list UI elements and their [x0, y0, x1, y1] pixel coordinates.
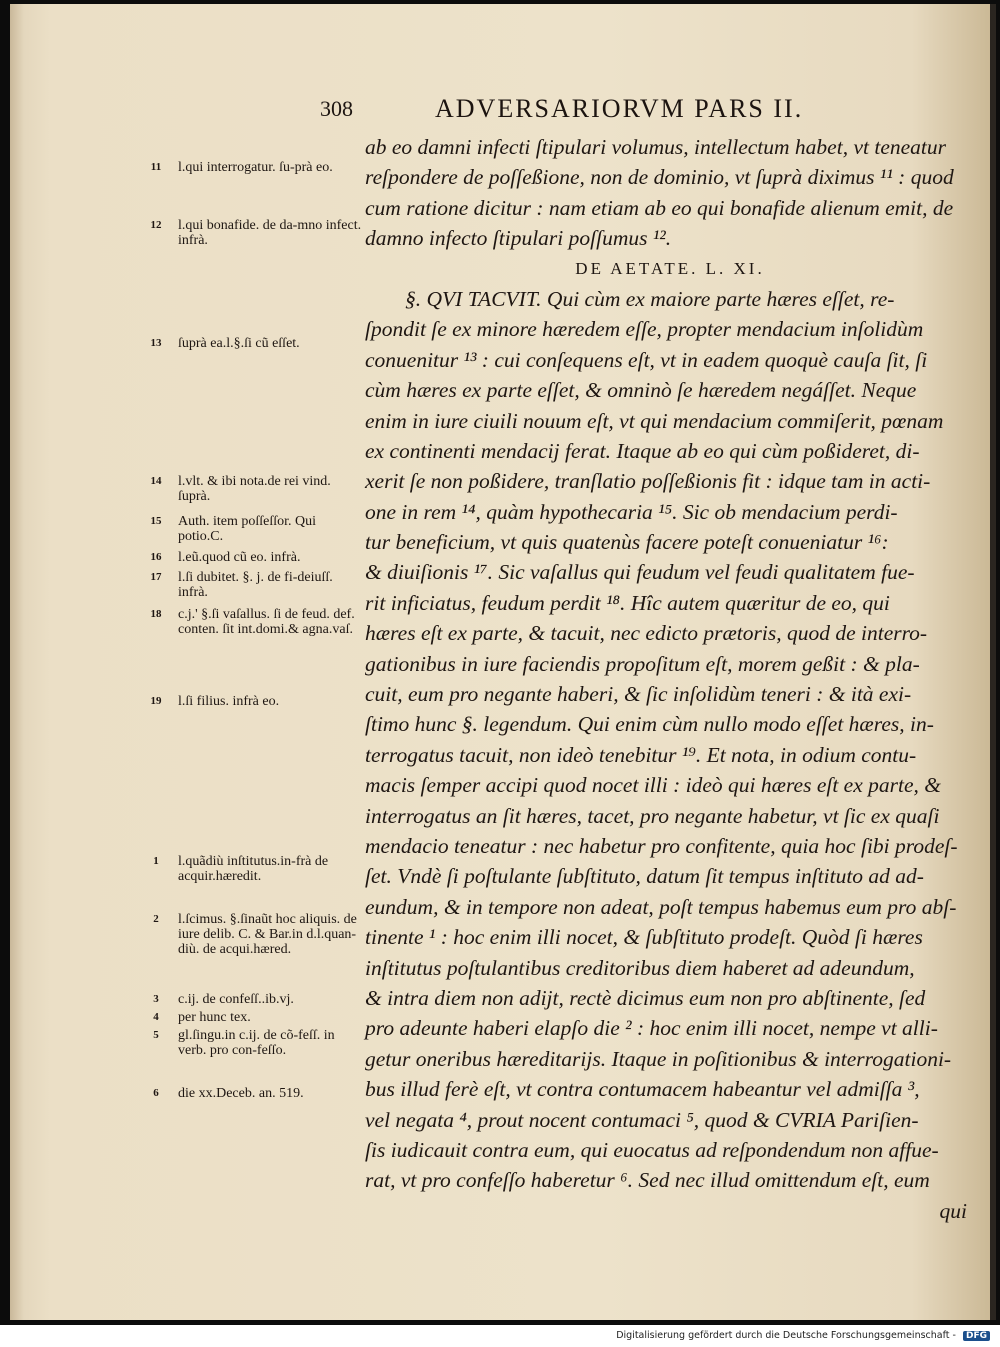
margin-note	[150, 218, 363, 248]
text-line: tinente ¹ : hoc enim illi nocet, & ſubſtituto prodeſt. Quòd ſi hæres	[365, 925, 923, 950]
text-line: pro adeunte haberi elapſo die ² : hoc enim illi nocet, nempe vt alli-	[365, 1016, 938, 1041]
text-line: tur beneficium, vt quis quatenùs facere poteſt conueniatur ¹⁶:	[365, 530, 889, 555]
text-line: rit inficiatus, feudum perdit ¹⁸. Hîc autem quæritur de eo, qui	[365, 590, 890, 615]
text-line: cum ratione dicitur : nam etiam ab eo qui bonafide alienum emit, de	[365, 195, 954, 220]
margin-note	[153, 1010, 363, 1025]
text-line: qui	[939, 1198, 967, 1223]
text-line: one in rem ¹⁴, quàm hypothecaria ¹⁵. Sic ob mendacium perdi-	[365, 499, 898, 524]
margin-note	[153, 992, 363, 1007]
footer-credit	[616, 1330, 990, 1341]
text-line: reſpondere de poſſeßione, non de dominio, vt ſuprà diximus ¹¹ : quod	[365, 165, 954, 190]
credit-text: Digitalisierung gefördert durch die Deutsche Forschungsgemeinschaft -	[616, 1330, 956, 1341]
text-line: ſpondit ſe ex minore hæredem eſſe, propter mendacium inſolidùm	[365, 317, 924, 342]
text-line: ex continenti mendacij ferat. Itaque ab eo qui cùm poßideret, di-	[365, 438, 920, 463]
margin-note-text: Auth. item poſſeſſor. Qui potio.C.	[178, 514, 317, 544]
text-line: damno infecto ſtipulari poſſumus ¹².	[365, 226, 672, 251]
page-number: 308	[320, 96, 353, 121]
margin-note-text: c.ij. de confeſſ..ib.vj.	[178, 992, 294, 1007]
running-title: ADVERSARIORVM PARS II.	[435, 94, 804, 123]
text-line: macis ſemper accipi quod nocet illi : ideò qui hæres eſt ex parte, &	[365, 773, 941, 798]
text-line: getur oneribus hæreditarijs. Itaque in poſitionibus & interrogationi-	[365, 1046, 952, 1071]
margin-note-number: 15	[150, 515, 162, 527]
margin-note	[150, 474, 363, 504]
margin-note-text: l.qui interrogatur. ſu-prà eo.	[178, 160, 333, 175]
text-line: eundum, & in tempore non adeat, poſt tempus habemus eum pro abſ-	[365, 894, 957, 919]
text-line: cuit, eum pro negante haberi, & ſic inſolidùm teneri : & ità exi-	[365, 682, 912, 707]
margin-note-text: ſuprà ea.l.§.ſi cũ eſſet.	[178, 336, 300, 351]
text-line: §. QVI TACVIT. Qui cùm ex maiore parte hæres eſſet, re-	[405, 286, 895, 311]
text-line: inſtitutus poſtulantibus creditoribus diem haberet ad adeundum,	[365, 955, 915, 980]
margin-note-number: 16	[150, 551, 162, 563]
margin-note	[153, 912, 363, 957]
main-text	[365, 132, 975, 1226]
margin-note	[150, 607, 363, 637]
margin-note	[153, 854, 363, 884]
margin-note-number: 17	[150, 571, 162, 583]
margin-note-text: c.j.' §.ſi vaſallus. ſi de feud. def. conten. ſit int.domi.& agna.vaſ.	[178, 607, 355, 637]
text-line: bus illud ferè eſt, vt contra contumacem habeantur vel admiſſa ³,	[365, 1077, 920, 1102]
margin-note-text: per hunc tex.	[178, 1010, 251, 1025]
margin-note-text: l.ſi dubitet. §. j. de fi-deiuſſ. infrà.	[178, 570, 333, 600]
text-line: vel negata ⁴, prout nocent contumaci ⁵, quod & CVRIA Pariſien-	[365, 1107, 919, 1132]
text-line: ab eo damni infecti ſtipulari volumus, intellectum habet, vt teneatur	[365, 135, 946, 159]
margin-note-text: l.qui bonafide. de da-mno infect. infrà.	[178, 218, 362, 248]
margin-note-number: 3	[153, 993, 159, 1005]
page-header	[320, 92, 960, 132]
margin-note-text: l.ſi filius. infrà eo.	[178, 694, 280, 709]
margin-note-number: 12	[150, 219, 162, 231]
margin-note	[150, 336, 363, 351]
margin-note	[150, 694, 363, 709]
text-line: ſtimo hunc §. legendum. Qui enim cùm nullo modo eſſet hæres, in-	[365, 712, 934, 737]
margin-note-number: 1	[153, 855, 159, 867]
margin-note-text: l.eũ.quod cũ eo. infrà.	[178, 550, 301, 565]
text-line: conuenitur ¹³ : cui conſequens eſt, vt in eadem quoquè cauſa ſit, ſi	[365, 347, 928, 372]
margin-note	[153, 1086, 363, 1101]
margin-note-number: 18	[150, 608, 162, 620]
text-line: cùm hæres ex parte eſſet, & omninò ſe hæredem negáſſet. Neque	[365, 378, 917, 403]
margin-notes	[10, 4, 365, 1304]
margin-note-text: l.vlt. & ibi nota.de rei vind. ſuprà.	[178, 474, 331, 504]
text-line: enim in iure ciuili nouum eſt, vt qui mendacium commiſerit, pœnam	[365, 408, 944, 433]
margin-note-number: 2	[153, 913, 159, 925]
margin-note	[150, 514, 363, 544]
margin-note	[150, 570, 363, 600]
section-heading: DE AETATE. L. XI.	[575, 258, 765, 278]
text-line: ſet. Vndè ſi poſtulante ſubſtituto, datum ſit tempus inſtituto ad ad-	[365, 864, 924, 889]
text-line: & intra diem non adijt, rectè dicimus eum non pro abſtinente, ſed	[365, 985, 926, 1010]
margin-note-text: l.ſcimus. §.ſinaũt hoc aliquis. de iure delib. C. & Bar.in d.l.quan-diù. de acqui.hæred.	[178, 912, 357, 957]
margin-note	[150, 550, 363, 565]
margin-note-number: 6	[153, 1087, 159, 1099]
text-line: mendacio teneatur : nec habetur pro confitente, quia hoc ſibi prodeſ-	[365, 833, 958, 858]
margin-note-number: 5	[153, 1029, 159, 1041]
margin-note-number: 11	[150, 161, 162, 173]
margin-note	[153, 1028, 363, 1058]
text-line: rat, vt pro confeſſo haberetur ⁶. Sed nec illud omittendum eſt, eum	[365, 1168, 930, 1193]
margin-note-number: 14	[150, 475, 162, 487]
margin-note-number: 4	[153, 1011, 159, 1023]
margin-note-number: 13	[150, 337, 162, 349]
text-line: terrogatus tacuit, non ideò tenebitur ¹⁹. Et nota, in odium contu-	[365, 742, 917, 767]
text-line: xerit ſe non poßidere, tranſlatio poſſeßionis fit : idque tam in acti-	[365, 469, 931, 494]
book-page	[10, 4, 996, 1320]
text-line: hæres eſt ex parte, & tacuit, nec edicto prætoris, quod de interro-	[365, 621, 928, 646]
margin-note-text: gl.ſingu.in c.ij. de cõ-feſſ. in verb. pro con-feſſo.	[178, 1028, 335, 1058]
margin-note	[150, 160, 363, 175]
text-line: gationibus in iure faciendis propoſitum eſt, morem geßit : & pla-	[365, 651, 920, 676]
text-line: & diuiſionis ¹⁷. Sic vaſallus qui feudum vel feudi qualitatem fue-	[365, 560, 915, 585]
margin-note-number: 19	[150, 695, 162, 707]
text-line: ſis iudicauit contra eum, qui euocatus ad reſpondendum non affue-	[365, 1137, 939, 1162]
text-line: interrogatus an ſit hæres, tacet, pro negante habetur, vt ſic ex quaſi	[365, 803, 940, 828]
margin-note-text: die xx.Deceb. an. 519.	[178, 1086, 304, 1101]
dfg-logo[interactable]: DFG	[963, 1331, 990, 1341]
margin-note-text: l.quãdiù inſtitutus.in-frà de acquir.hæredit.	[178, 854, 329, 884]
